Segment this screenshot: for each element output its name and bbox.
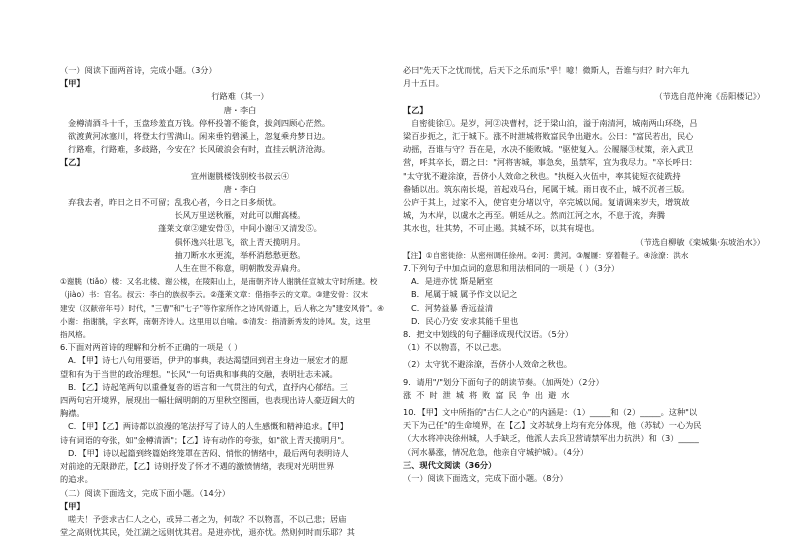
poem-note: ①谢朓（tiǎo）楼：又名北楼、谢公楼，在陵阳山上，是南朝齐诗人谢朓任宣城太守时所建。校 xyxy=(60,277,378,287)
poem2-author: 唐・李白 xyxy=(223,183,257,194)
label-yi-2: 【乙】 xyxy=(403,104,428,115)
question-10-cont: 天下为己任"的生命境界，在【乙】文苏轼身上均有充分体现，他（苏轼）一心为民 xyxy=(403,420,702,431)
option-c: C．河势益暴 香远益清 xyxy=(411,302,494,313)
poem-note: 小谢：指谢朓，字玄晖，南朝齐诗人。这里用以自喻。⑤清发：指清新秀发的诗风。发，这里 xyxy=(60,316,371,326)
question-9: 9．请用"/"划分下面句子的朗读节奏。（加两处）（2分） xyxy=(403,376,604,387)
option-d: D．【甲】诗以起篇到终篇始终笼罩在苦闷、悄怅的情绪中，最后两句表明诗人 xyxy=(68,447,349,458)
left-column xyxy=(60,64,420,539)
poem1-line: 行路难，行路难，多歧路，今安在？长风破浪会有时，直挂云帆济沧海。 xyxy=(68,144,331,155)
option-c-cont: 诗有词语的夸张，如"金樽清酒"；【乙】诗有动作的夸张，如"欲上青天揽明月"。 xyxy=(60,434,350,445)
passage-line: "太守犹不避涂潦，吾侪小人效命之秋也。"执梃入火伍中，率其徒短衣徒跣持 xyxy=(403,170,681,181)
poem2-line: 弃我去者，昨日之日不可留；乱我心者，今日之日多烦忧。 xyxy=(68,197,281,208)
q8-item: （1）不以物喜，不以己悲。 xyxy=(403,342,507,353)
passage-notes: 【注】①自密徙徐：从密州调任徐州。②河：黄河。③履屦：穿着鞋子。④涂潦：洪水 xyxy=(403,250,689,260)
option-b: B．【乙】诗起笔两句以重叠复沓的语言和一气贯注的句式，直抒内心郁结。三 xyxy=(68,381,348,392)
passage-line: 梁百步扼之，汇于城下。涨不时泄城将败富民争出避水。公曰："富民若出，民心 xyxy=(403,131,694,142)
poem-note: （jiào）书：官名。叔云：李白的族叔李云。②蓬莱文章：借指李云的文章。③建安骨：汉末 xyxy=(60,290,369,300)
source-citation: （节选自柳敏《栾城集·东坡治水》） xyxy=(635,236,765,247)
passage-line: 自密徙徐①。是岁，河②决曹村，泛于梁山泊，溢于南清河，城南两山环绕，吕 xyxy=(411,117,698,128)
passage-line: 城，为木岸，以虞水之再至。朝廷从之。然而江河之水，不息于流，奔腾 xyxy=(403,210,666,221)
option-a: A．【甲】诗七八句用要语，伊尹的事典，表达渴望回到君主身边一展宏才的愿 xyxy=(68,355,348,366)
option-a: A．是进亦忧 斯是陋室 xyxy=(411,276,493,287)
passage-line: 畚锸以出。筑东南长堤，首起戏马台，尾属于城。雨日夜不止，城不沉者三版。 xyxy=(403,183,690,194)
poem1-line: 欲渡黄河冰塞川，将登太行雪满山。闲来垂钓碧溪上，忽复乘舟梦日边。 xyxy=(68,131,331,142)
label-jia-2: 【甲】 xyxy=(60,500,85,511)
poem-note: 指风格。 xyxy=(60,330,91,340)
question-7: 7.下列句子中加点词的意思和用法相同的一项是（ ）（3分） xyxy=(403,263,620,274)
option-d-cont: 的追求。 xyxy=(60,474,93,485)
passage-line: 动摇，吾谁与守？吾在是，水决不能败城。"驱使复入。公履屦③杖策，亲入武卫 xyxy=(403,144,694,155)
option-a-cont: 望和有为于当世的政治理想。"长风"一句语典和事典的交融，表明壮志未减。 xyxy=(60,368,338,379)
passage-line: 必曰"先天下之忧而忧，后天下之乐而乐"乎！噫！微斯人，吾谁与归？时六年九 xyxy=(403,65,689,75)
passage-line: 嗟夫！予尝求古仁人之心，或异二者之为，何哉？不以物喜，不以己悲；居庙 xyxy=(68,513,347,524)
q8-item: （2）太守犹不避涂潦，吾侪小人效命之秋也。 xyxy=(403,359,572,370)
passage-line: 其水也，壮其势，不可止遏。其城不坏，以其有堤也。 xyxy=(403,223,600,234)
q9-sentence: 涨不时泄城将败富民争出避水 xyxy=(403,389,575,400)
section-3-title: 三、现代文阅读（36分） xyxy=(403,459,497,470)
option-b-cont: 胸襟。 xyxy=(60,408,85,419)
option-c: C．【甲】【乙】两诗都以浪漫的笔法抒写了诗人的人生感慨和精神追求。【甲】 xyxy=(68,421,348,432)
option-b: B．尾属于城 属予作文以记之 xyxy=(411,289,518,300)
label-yi: 【乙】 xyxy=(60,157,85,168)
poem1-line: 金樽清酒斗十千，玉盘珍羞直万钱。停杯投箸不能食，拔剑四顾心茫然。 xyxy=(68,117,331,128)
passage-line: 月十五日。 xyxy=(403,78,444,89)
passage-line: 堂之高则忧其民，处江湖之远则忧其君。是进亦忧，退亦忧。然则何时而乐耶？其 xyxy=(60,527,355,538)
section-1-title: （一）阅读下面两首诗，完成小题。（3分） xyxy=(60,65,217,75)
poem-note: 建安（汉献帝年号）时代，"三曹"和"七子"等作家所作之诗风骨遒上，后人称之为"建安风骨"。④ xyxy=(60,303,384,313)
poem2-line: 长风万里送秋雁，对此可以酣高楼。 xyxy=(174,210,306,221)
poem2-line: 蓬莱文章②建安骨③，中间小谢④又清发⑤。 xyxy=(158,223,322,234)
option-b-cont: 四两句宕开境界，展现出一幅壮阔明朗的万里秋空图画，也表现出诗人豪迈阔大的 xyxy=(60,395,355,406)
right-column xyxy=(403,64,765,485)
passage-line: 营，呼其卒长，谓之曰："河将害城，事急矣，虽禁军，宜为我尽力。"卒长呼曰： xyxy=(403,157,698,168)
question-6: 6.下面对两首诗的理解和分析不正确的一项是（ ） xyxy=(60,342,243,353)
source-citation: （节选自范仲淹《岳阳楼记》） xyxy=(654,91,765,102)
poem1-author: 唐・李白 xyxy=(223,104,257,115)
question-10-cont: （河水暴涨，情况危急，他亲自守城护城）。（4分） xyxy=(403,446,589,457)
section-3-subtitle: （一）阅读下面选文，完成下面小题。（8分） xyxy=(403,473,568,484)
question-10: 10．【甲】文中所指的"古仁人之心"的内涵是：（1）_____和（2）_____。这种"以 xyxy=(403,407,698,418)
poem2-line: 人生在世不称意，明朝散发弄扁舟。 xyxy=(174,263,306,274)
question-8: 8．把文中划线的句子翻译成现代汉语。（5分） xyxy=(403,329,574,340)
poem2-line: 抽刀断水水更流，举杯消愁愁更愁。 xyxy=(174,249,306,260)
label-jia: 【甲】 xyxy=(60,78,85,89)
poem2-line: 俱怀逸兴壮思飞，欲上青天揽明月。 xyxy=(174,236,306,247)
question-10-cont: （大水将冲决徐州城，人手缺乏，他派人去兵卫营请禁军出力抗洪）和（3）_____ xyxy=(403,433,699,444)
poem1-title: 行路难（其一） xyxy=(211,91,269,102)
passage-line: 公庐于其上，过家不入，使官吏分堵以守，卒完城以闻。复请调来岁夫，增筑故 xyxy=(403,197,690,208)
option-d: D．民心乃安 安求其能千里也 xyxy=(411,315,519,326)
section-2-title: （二）阅读下面选文，完成下面小题。（14分） xyxy=(60,487,231,498)
option-d-cont: 对前途的无限渺茫，【乙】诗则抒发了怀才不遇的激愤情绪，表现对光明世界 xyxy=(60,461,335,472)
poem2-title: 宣州谢朓楼饯别校书叔云④ xyxy=(190,170,290,181)
